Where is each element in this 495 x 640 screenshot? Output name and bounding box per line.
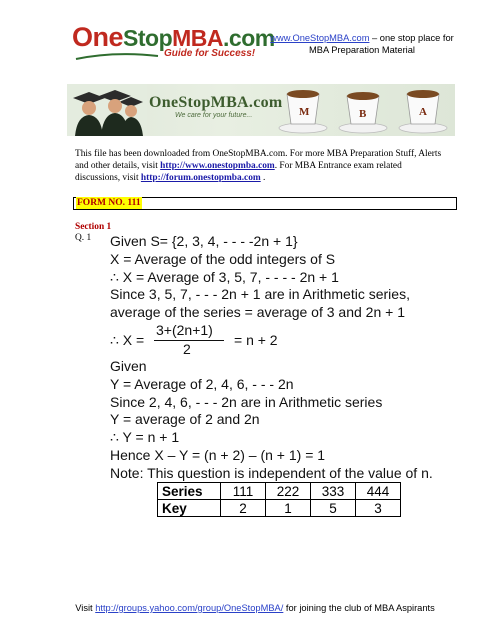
logo-stop: Stop bbox=[123, 25, 173, 51]
logo-mba: MBA bbox=[172, 25, 224, 51]
form-number-box bbox=[73, 197, 457, 210]
banner-subtitle: We care for your future... bbox=[175, 112, 253, 119]
intro-paragraph bbox=[75, 148, 445, 184]
solution-line: ∴ Y = n + 1 bbox=[110, 429, 180, 446]
logo-wordmark bbox=[72, 22, 275, 52]
cup-letter-m: M bbox=[299, 106, 310, 118]
form-number-label: FORM NO. 111 bbox=[77, 198, 141, 208]
solution-line: Given bbox=[110, 357, 147, 374]
fraction-result: = n + 2 bbox=[234, 331, 278, 348]
intro-text-3: . bbox=[260, 173, 266, 183]
table-row bbox=[158, 500, 401, 517]
key-cell: 3 bbox=[356, 500, 401, 517]
fraction-denominator: 2 bbox=[183, 340, 191, 357]
answer-key-table bbox=[157, 482, 401, 517]
series-header: Series bbox=[158, 483, 221, 500]
intro-text-1: This file has been downloaded from OneStopMBA.com. For more MBA Preparation Stuff, Alerts and other details, visit bbox=[75, 149, 442, 171]
series-cell: 333 bbox=[311, 483, 356, 500]
footer bbox=[40, 603, 470, 613]
fraction-numerator: 3+(2n+1) bbox=[156, 321, 213, 338]
banner-title: OneStopMBA.com bbox=[149, 94, 283, 111]
solution-block bbox=[110, 233, 470, 483]
key-cell: 1 bbox=[266, 500, 311, 517]
intro-text-2: . For MBA Entrance exam related discussions, visit bbox=[75, 161, 402, 183]
solution-line: Since 3, 5, 7, - - - 2n + 1 are in Arithmetic series, bbox=[110, 286, 410, 303]
header-line-1 bbox=[262, 32, 462, 44]
solution-line: X = Average of the odd integers of S bbox=[110, 250, 336, 267]
cup-letter-b: B bbox=[359, 108, 367, 120]
logo-swoosh-icon bbox=[74, 52, 160, 62]
logo-one: One bbox=[72, 22, 124, 52]
fraction-prefix: ∴ X = bbox=[110, 331, 145, 348]
onestopmba-logo bbox=[72, 22, 275, 66]
footer-group-link[interactable]: http://groups.yahoo.com/group/OneStopMBA/ bbox=[95, 603, 284, 613]
header-tagline: – one stop place for bbox=[369, 33, 454, 43]
intro-forum-link[interactable]: http://forum.onestopmba.com bbox=[140, 173, 261, 183]
solution-line: Y = average of 2 and 2n bbox=[110, 411, 260, 428]
question-number: Q. 1 bbox=[75, 233, 92, 243]
footer-text-2: for joining the club of MBA Aspirants bbox=[283, 603, 435, 613]
solution-line: Y = Average of 2, 4, 6, - - - 2n bbox=[110, 375, 294, 392]
series-cell: 111 bbox=[221, 483, 266, 500]
solution-line: Hence X – Y = (n + 2) – (n + 1) = 1 bbox=[110, 446, 326, 463]
key-cell: 5 bbox=[311, 500, 356, 517]
series-cell: 444 bbox=[356, 483, 401, 500]
header-site-link[interactable]: www.OneStopMBA.com bbox=[270, 33, 370, 43]
header-line-2: MBA Preparation Material bbox=[309, 45, 415, 55]
logo-com: .com bbox=[223, 25, 275, 51]
footer-text-1: Visit bbox=[75, 603, 96, 613]
series-cell: 222 bbox=[266, 483, 311, 500]
header-text bbox=[262, 32, 462, 56]
table-row bbox=[158, 483, 401, 500]
section-heading: Section 1 bbox=[75, 222, 112, 232]
fraction-line bbox=[110, 322, 470, 358]
key-cell: 2 bbox=[221, 500, 266, 517]
solution-line: ∴ X = Average of 3, 5, 7, - - - - 2n + 1 bbox=[110, 268, 339, 285]
graduates-illustration bbox=[67, 84, 147, 136]
solution-line: Since 2, 4, 6, - - - 2n are in Arithmetic series bbox=[110, 393, 383, 410]
intro-site-link[interactable]: http://www.onestopmba.com bbox=[160, 161, 275, 171]
solution-line: Given S= {2, 3, 4, - - - -2n + 1} bbox=[110, 233, 298, 249]
solution-line: Note: This question is independent of the value of n. bbox=[110, 464, 433, 481]
banner-image bbox=[67, 84, 455, 136]
logo-tagline: Guide for Success! bbox=[164, 48, 256, 59]
solution-line: average of the series = average of 3 and 2n + 1 bbox=[110, 304, 405, 321]
cup-letter-a: A bbox=[419, 106, 427, 118]
key-header: Key bbox=[158, 500, 221, 517]
